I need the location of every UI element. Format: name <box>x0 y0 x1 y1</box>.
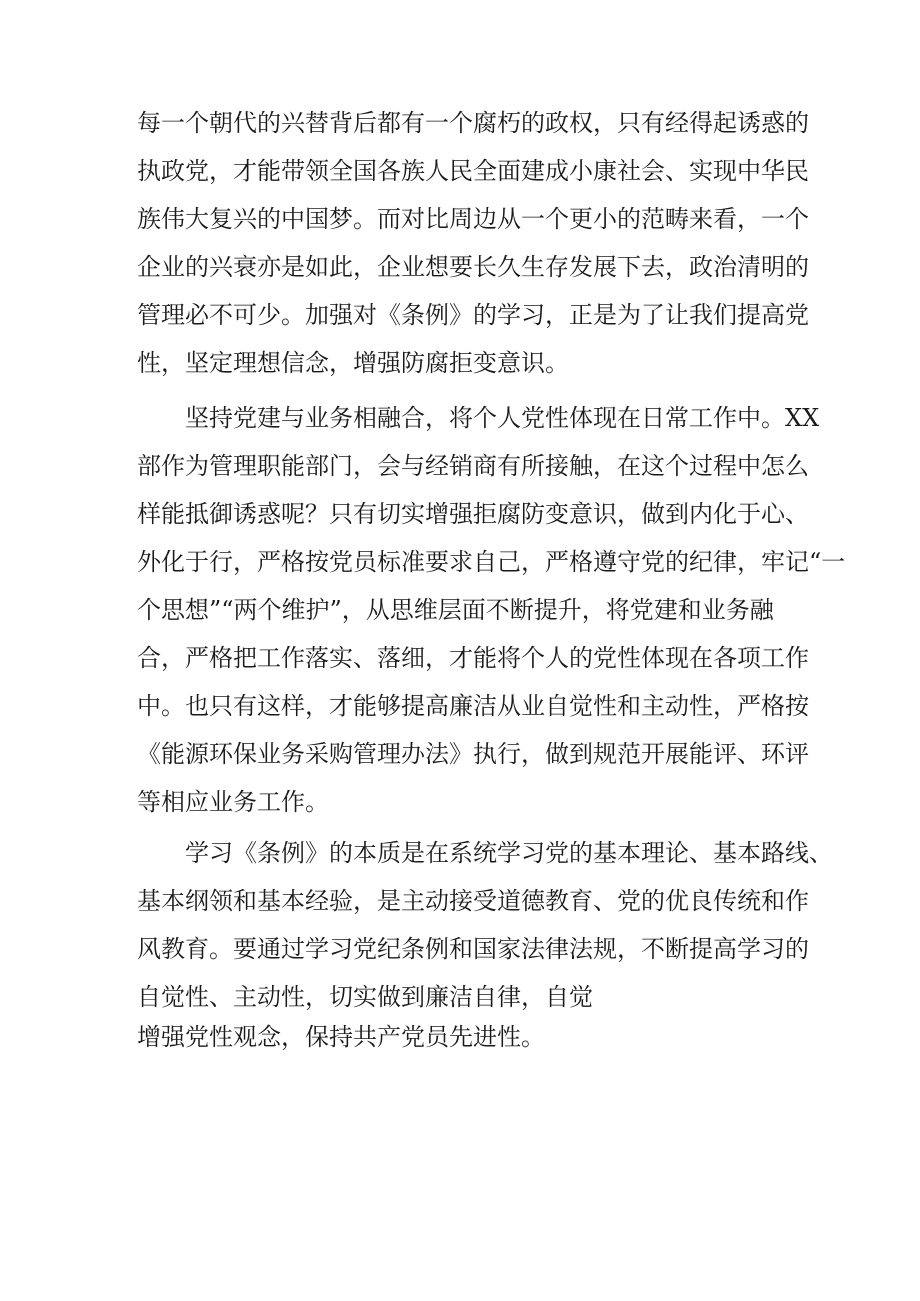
text-line-4: 企业的兴衰亦是如此，企业想要长久生存发展下去，政治清明的 <box>137 253 809 281</box>
text-line-5: 管理必不可少。加强对《条例》的学习，正是为了让我们提高党 <box>137 301 809 329</box>
text-line-9: 样能抵御诱惑呢？只有切实增强拒腐防变意识，做到内化于心、 <box>137 500 809 528</box>
text-line-16: 学习《条例》的本质是在系统学习党的基本理论、基本路线、 <box>185 839 833 867</box>
text-line-15: 等相应业务工作。 <box>137 788 329 816</box>
text-line-14: 《能源环保业务采购管理办法》执行，做到规范开展能评、环评 <box>137 740 809 768</box>
text-line-7: 坚持党建与业务相融合，将个人党性体现在日常工作中。XX <box>185 404 820 432</box>
text-line-19: 自觉性、主动性，切实做到廉洁自律，自觉 <box>137 983 593 1011</box>
text-line-20: 增强党性观念，保持共产党员先进性。 <box>137 1023 545 1051</box>
text-line-17: 基本纲领和基本经验，是主动接受道德教育、党的优良传统和作 <box>137 887 809 915</box>
text-line-6: 性，坚定理想信念，增强防腐拒变意识。 <box>137 349 569 377</box>
text-line-11: 个思想”“两个维护”，从思维层面不断提升，将党建和业务融 <box>137 596 774 624</box>
text-line-10: 外化于行，严格按党员标准要求自己，严格遵守党的纪律，牢记“一 <box>137 548 846 576</box>
text-line-18: 风教育。要通过学习党纪条例和国家法律法规，不断提高学习的 <box>137 935 809 963</box>
text-line-12: 合，严格把工作落实、落细，才能将个人的党性体现在各项工作 <box>137 644 809 672</box>
text-line-2: 执政党，才能带领全国各族人民全面建成小康社会、实现中华民 <box>137 157 809 185</box>
text-line-13: 中。也只有这样，才能够提高廉洁从业自觉性和主动性，严格按 <box>137 692 809 720</box>
text-line-1: 每一个朝代的兴替背后都有一个腐朽的政权，只有经得起诱惑的 <box>137 109 809 137</box>
text-line-3: 族伟大复兴的中国梦。而对比周边从一个更小的范畴来看，一个 <box>137 205 809 233</box>
text-line-8: 部作为管理职能部门，会与经销商有所接触，在这个过程中怎么 <box>137 452 809 480</box>
